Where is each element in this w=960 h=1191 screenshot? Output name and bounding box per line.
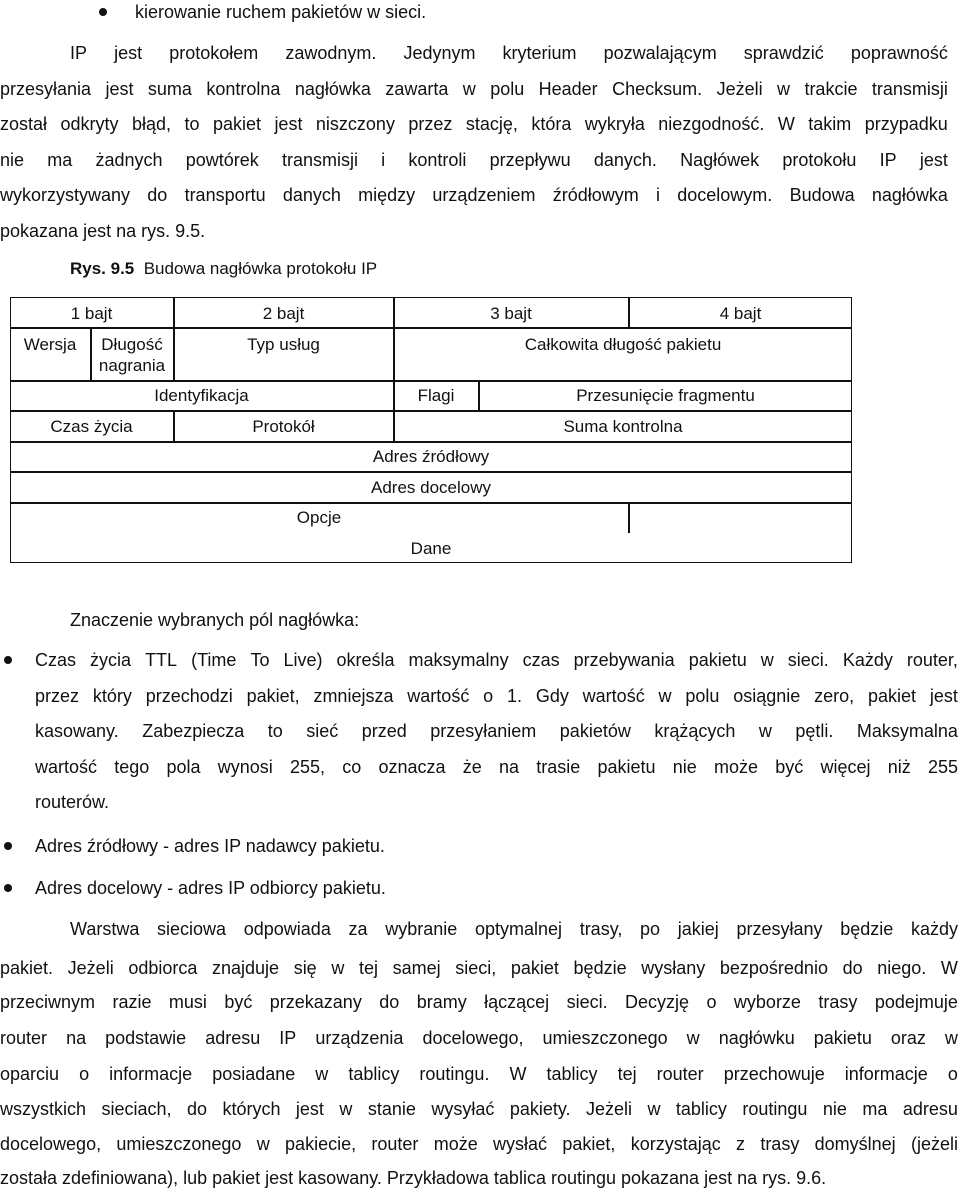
paragraph-line: wykorzystywany do transportu danych między urządzeniem źródłowym i docelowym. Budowa nagłówka <box>0 185 948 205</box>
grid-line <box>10 441 852 443</box>
list-item-line: routerów. <box>35 792 110 812</box>
field-source-address: Adres źródłowy <box>372 447 490 466</box>
bullet-icon <box>4 884 12 892</box>
field-ttl: Czas życia <box>50 417 133 436</box>
field-header-length: Długość <box>101 335 163 354</box>
figure-title: Budowa nagłówka protokołu IP <box>143 259 378 278</box>
field-data: Dane <box>410 539 452 558</box>
paragraph-line: IP jest protokołem zawodnym. Jedynym kryterium pozwalającym sprawdzić poprawność <box>70 43 948 63</box>
figure-caption <box>70 259 377 279</box>
paragraph-line: wszystkich sieciach, do których jest w stanie wysyłać pakiety. Jeżeli w tablicy routingu nie ma adresu <box>0 1099 958 1119</box>
field-options: Opcje <box>296 508 342 527</box>
field-protocol: Protokół <box>252 417 315 436</box>
paragraph-line: pakiet. Jeżeli odbiorca znajduje się w tej samej sieci, pakiet będzie wysłany bezpośrednio do niego. W <box>0 958 958 978</box>
grid-line <box>628 502 630 533</box>
byte-label: 2 bajt <box>262 304 305 323</box>
bullet-icon <box>4 656 12 664</box>
paragraph-line: został odkryty błąd, to pakiet jest niszczony przez stację, która wykryła niezgodność. W takim przypadku <box>0 114 948 134</box>
paragraph-line: nie ma żadnych powtórek transmisji i kontroli przepływu danych. Nagłówek protokołu IP jest <box>0 150 948 170</box>
section-heading: Znaczenie wybranych pól nagłówka: <box>70 610 360 630</box>
paragraph-line: przeciwnym razie musi być przekazany do bramy łączącej sieci. Decyzję o wyborze trasy podejmuje <box>0 992 958 1012</box>
field-version: Wersja <box>23 335 77 354</box>
list-item-line: wartość tego pola wynosi 255, co oznacza że na trasie pakietu nie może być więcej niż 255 <box>35 757 958 777</box>
field-destination-address: Adres docelowy <box>370 478 491 497</box>
byte-label: 4 bajt <box>719 304 762 323</box>
paragraph-line: router na podstawie adresu IP urządzenia docelowego, umieszczonego w nagłówku pakietu oraz w <box>0 1028 958 1048</box>
field-header-length: nagrania <box>98 356 166 375</box>
field-flags: Flagi <box>417 386 455 405</box>
field-identification: Identyfikacja <box>154 386 249 405</box>
grid-line <box>10 410 852 412</box>
bullet-icon <box>99 8 107 16</box>
list-item: Adres docelowy - adres IP odbiorcy pakietu. <box>35 878 386 898</box>
grid-line <box>10 502 852 504</box>
list-item-line: przez który przechodzi pakiet, zmniejsza wartość o 1. Gdy wartość w polu osiągnie zero, pakiet jest <box>35 686 958 706</box>
grid-line <box>10 327 852 329</box>
byte-label: 1 bajt <box>70 304 113 323</box>
paragraph-line: przesyłania jest suma kontrolna nagłówka zawarta w polu Header Checksum. Jeżeli w trakcie transmisji <box>0 79 948 99</box>
byte-label: 3 bajt <box>490 304 532 323</box>
field-fragment-offset: Przesunięcie fragmentu <box>576 386 755 405</box>
field-checksum: Suma kontrolna <box>563 417 683 436</box>
field-total-length: Całkowita długość pakietu <box>524 335 722 354</box>
list-item-line: kasowany. Zabezpiecza to sieć przed przesyłaniem pakietów krążących w pętli. Maksymalna <box>35 721 958 741</box>
paragraph-line: pokazana jest na rys. 9.5. <box>0 221 206 241</box>
list-item: Adres źródłowy - adres IP nadawcy pakietu. <box>35 836 385 856</box>
paragraph-line: docelowego, umieszczonego w pakiecie, router może wysłać pakiet, korzystając z trasy domyślnej (jeżeli <box>0 1134 958 1154</box>
grid-line <box>10 380 852 382</box>
paragraph-line: oparciu o informacje posiadane w tablicy routingu. W tablicy tej router przechowuje informacje o <box>0 1064 958 1084</box>
list-item-line: Czas życia TTL (Time To Live) określa maksymalny czas przebywania pakietu w sieci. Każdy router, <box>35 650 958 670</box>
figure-number: Rys. 9.5 <box>70 259 135 278</box>
paragraph-line: Warstwa sieciowa odpowiada za wybranie optymalnej trasy, po jakiej przesyłany będzie każdy <box>70 919 958 939</box>
field-service-type: Typ usług <box>247 335 320 354</box>
paragraph-line: została zdefiniowana), lub pakiet jest kasowany. Przykładowa tablica routingu pokazana jest na rys. 9.6. <box>0 1168 827 1188</box>
grid-line <box>10 471 852 473</box>
bullet-icon <box>4 842 12 850</box>
list-item: kierowanie ruchem pakietów w sieci. <box>135 2 427 22</box>
